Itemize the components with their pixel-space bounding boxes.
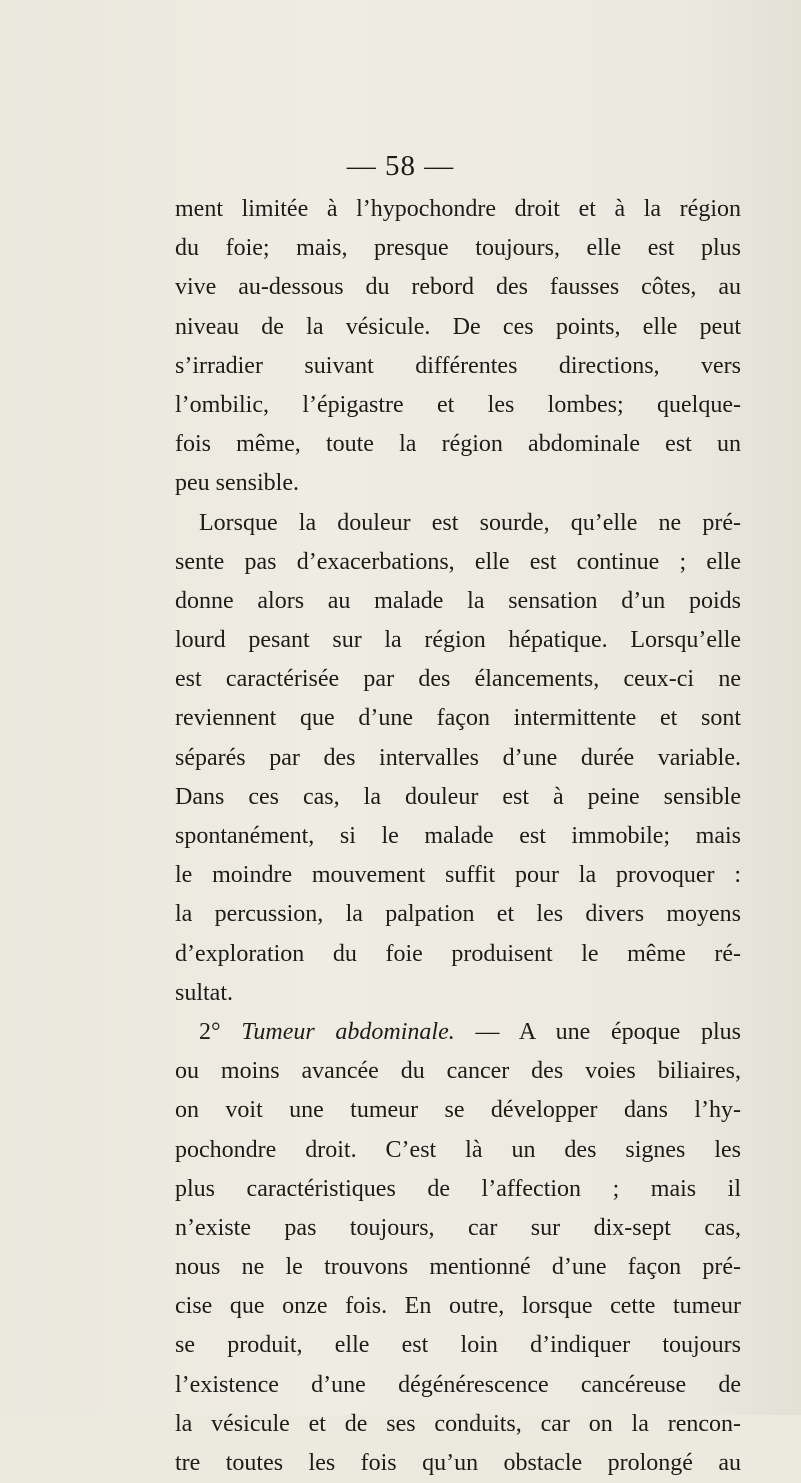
text-line: Dans ces cas, la douleur est à peine sensible: [175, 783, 741, 810]
text-line: donne alors au malade la sensation d’un poids: [175, 587, 741, 614]
text-line: la vésicule et de ses conduits, car on la rencon-: [175, 1410, 741, 1437]
text-line: séparés par des intervalles d’une durée variable.: [175, 744, 741, 771]
section-heading: Tumeur abdominale.: [241, 1018, 455, 1045]
text-line: niveau de la vésicule. De ces points, elle peut: [175, 313, 741, 340]
text-line: sultat.: [175, 979, 233, 1006]
text-line: d’exploration du foie produisent le même ré-: [175, 940, 741, 967]
section-heading-rest: — A une époque plus: [475, 1018, 742, 1045]
text-line: du foie; mais, presque toujours, elle est plus: [175, 235, 741, 262]
text-line: ou moins avancée du cancer des voies biliaires,: [175, 1058, 741, 1085]
section-heading-line: [175, 1013, 741, 1052]
text-line: cise que onze fois. En outre, lorsque cette tumeur: [175, 1293, 741, 1320]
text-line: s’irradier suivant différentes directions, vers: [175, 352, 741, 379]
text-line: Lorsque la douleur est sourde, qu’elle ne pré-: [199, 509, 741, 536]
text-line: l’ombilic, l’épigastre et les lombes; quelque-: [175, 391, 741, 418]
text-line: plus caractéristiques de l’affection ; mais il: [175, 1175, 741, 1202]
text-line: fois même, toute la région abdominale est un: [175, 431, 741, 458]
text-line: vive au-dessous du rebord des fausses côtes, au: [175, 274, 741, 301]
text-line: reviennent que d’une façon intermittente et sont: [175, 705, 741, 732]
text-line: spontanément, si le malade est immobile; mais: [175, 823, 741, 849]
text-line: tre toutes les fois qu’un obstacle prolongé au: [175, 1450, 741, 1476]
text-line: on voit une tumeur se développer dans l’hy-: [175, 1097, 741, 1124]
body-text: [175, 190, 741, 1483]
text-line: l’existence d’une dégénérescence cancéreuse de: [175, 1371, 741, 1398]
text-line: est caractérisée par des élancements, ceux-ci ne: [175, 666, 741, 693]
text-line: se produit, elle est loin d’indiquer toujours: [175, 1332, 741, 1359]
text-line: la percussion, la palpation et les divers moyens: [175, 901, 741, 928]
text-line: peu sensible.: [175, 470, 299, 497]
text-line: n’existe pas toujours, car sur dix-sept cas,: [175, 1214, 741, 1241]
text-line: le moindre mouvement suffit pour la provoquer :: [175, 862, 741, 889]
page-number: — 58 —: [346, 150, 455, 182]
text-line: pochondre droit. C’est là un des signes les: [175, 1136, 741, 1163]
section-number: 2°: [199, 1018, 221, 1045]
text-line: sente pas d’exacerbations, elle est continue ; elle: [175, 548, 741, 575]
text-line: nous ne le trouvons mentionné d’une façon pré-: [175, 1254, 741, 1281]
text-line: ment limitée à l’hypochondre droit et à la région: [175, 196, 741, 222]
text-line: lourd pesant sur la région hépatique. Lorsqu’elle: [175, 627, 741, 654]
